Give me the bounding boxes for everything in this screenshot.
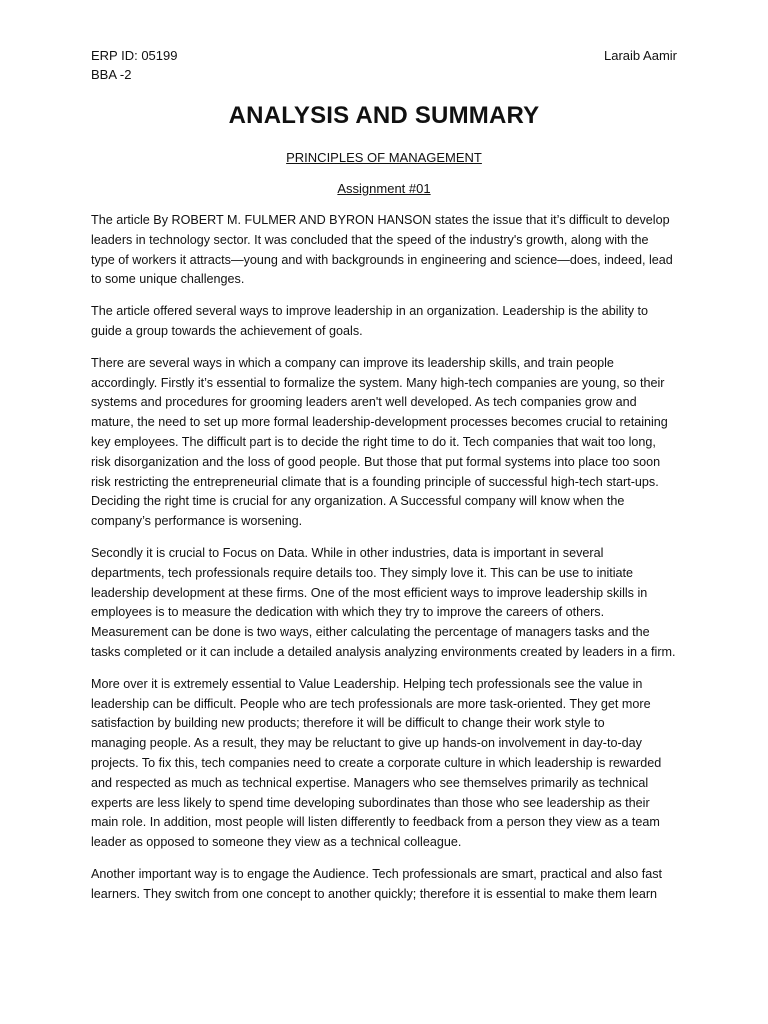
text-line: mature, the need to set up more formal leadership-development processes becomes crucial to retaining	[91, 415, 668, 430]
text-line: departments, tech professionals require details too. They simply love it. This can be use to initiate	[91, 565, 634, 580]
document-body	[91, 211, 679, 917]
assignment-heading: Assignment #01	[337, 181, 431, 196]
text-line: and respected as much as technical expertise. Managers who see themselves primarily as technical	[91, 775, 649, 790]
text-line: risk disorganization and the loss of good people. But those that put formal systems into place too soon	[91, 454, 661, 469]
page-title: ANALYSIS AND SUMMARY	[228, 102, 540, 129]
text-line: Deciding the right time is crucial for any organization. A Successful company will know when the	[91, 494, 625, 509]
paragraph-3	[91, 354, 679, 532]
text-line: guide a group towards the achievement of goals.	[91, 323, 363, 338]
text-line: tasks completed or it can include a detailed analysis analyzing environments created by leaders in a firm.	[91, 644, 676, 659]
paragraph-4	[91, 544, 679, 663]
paragraph-5	[91, 675, 679, 853]
text-line: type of workers it attracts—young and with backgrounds in engineering and science—does, indeed, lead	[91, 252, 673, 267]
text-line: Measurement can be done is two ways, either calculating the percentage of managers tasks and the	[91, 625, 650, 640]
author-name: Laraib Aamir	[604, 48, 677, 63]
text-line: accordingly. Firstly it’s essential to formalize the system. Many high-tech companies are young, so their	[91, 375, 665, 390]
text-line: learners. They switch from one concept to another quickly; therefore it is essential to make them learn	[91, 886, 658, 901]
text-line: managing people. As a result, they may be reluctant to give up hands-on involvement in day-to-day	[91, 736, 642, 751]
text-line: experts are less likely to spend time developing subordinates than those who see leadership as their	[91, 795, 650, 810]
text-line: leadership can be difficult. People who are tech professionals are more task-oriented. They get more	[91, 696, 651, 711]
text-line: leader as opposed to someone they view as a technical colleague.	[91, 835, 462, 850]
text-line: employees is to measure the dedication with which they try to improve the careers of others.	[91, 605, 605, 620]
text-line: There are several ways in which a company can improve its leadership skills, and train people	[91, 355, 614, 370]
class-label: BBA -2	[91, 67, 132, 82]
text-line: Secondly it is crucial to Focus on Data. While in other industries, data is important in several	[91, 545, 604, 560]
subject-heading: PRINCIPLES OF MANAGEMENT	[286, 150, 482, 165]
header-left	[91, 46, 177, 84]
text-line: key employees. The difficult part is to decide the right time to do it. Tech companies that wait too long,	[91, 434, 656, 449]
text-line: The article offered several ways to improve leadership in an organization. Leadership is the ability to	[91, 304, 648, 319]
text-line: Another important way is to engage the Audience. Tech professionals are smart, practical and also fast	[91, 866, 663, 881]
text-line: projects. To fix this, tech companies need to create a corporate culture in which leadership is rewarded	[91, 755, 662, 770]
text-line: company’s performance is worsening.	[91, 514, 303, 529]
text-line: main role. In addition, most people will listen differently to feedback from a person they view as a team	[91, 815, 660, 830]
text-line: leaders in technology sector. It was concluded that the speed of the industry's growth, along with the	[91, 232, 649, 247]
text-line: risk restricting the entrepreneurial climate that is a founding principle of successful high-tech start-ups.	[91, 474, 659, 489]
text-line: The article By ROBERT M. FULMER AND BYRON HANSON states the issue that it’s difficult to develop	[91, 213, 670, 227]
text-line: to some unique challenges.	[91, 272, 245, 287]
erp-id: ERP ID: 05199	[91, 48, 178, 63]
text-line: satisfaction by building new products; therefore it will be difficult to change their work style to	[91, 716, 605, 731]
paragraph-6	[91, 865, 679, 905]
text-line: leadership development at these firms. One of the most efficient ways to improve leadership skills in	[91, 585, 648, 600]
text-line: More over it is extremely essential to Value Leadership. Helping tech professionals see the value in	[91, 676, 643, 691]
paragraph-2	[91, 302, 679, 342]
paragraph-1	[91, 211, 679, 290]
text-line: systems and procedures for grooming leaders aren't well developed. As tech companies grow and	[91, 395, 637, 410]
